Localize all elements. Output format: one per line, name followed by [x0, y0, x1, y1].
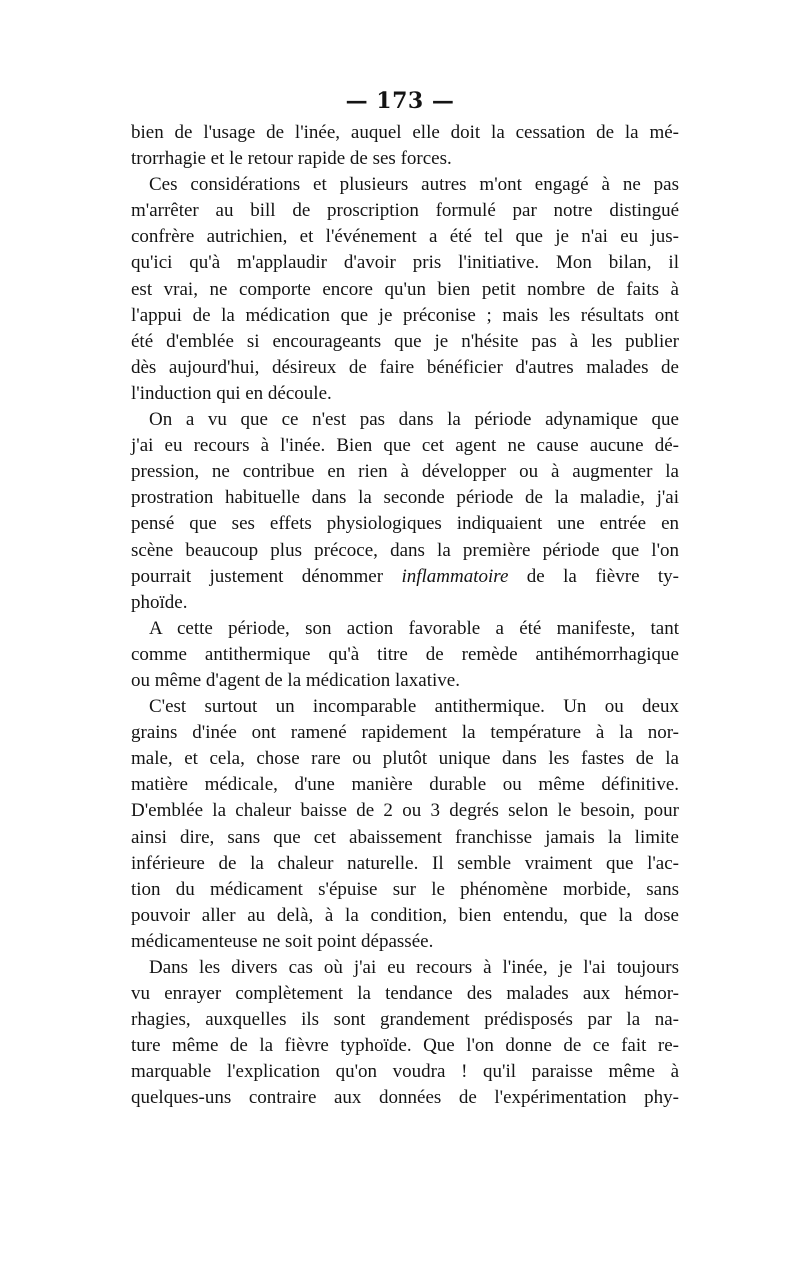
text-line: grains d'inée ont ramené rapidement la température à la nor-	[131, 722, 679, 744]
text-line: marquable l'explication qu'on voudra ! qu'il paraisse même à	[131, 1061, 679, 1083]
text-line: est vrai, ne comporte encore qu'un bien petit nombre de faits à	[131, 278, 679, 300]
text-line: ainsi dire, sans que cet abaissement franchisse jamais la limite	[131, 826, 679, 848]
text-line: m'arrêter au bill de proscription formulé par notre distingué	[131, 200, 679, 222]
text-line: été d'emblée si encourageants que je n'hésite pas à les publier	[131, 330, 679, 352]
text-line: prostration habituelle dans la seconde période de la maladie, j'ai	[131, 487, 679, 509]
italic-term: inflammatoire	[401, 565, 509, 587]
text-line: D'emblée la chaleur baisse de 2 ou 3 degrés selon le besoin, pour	[131, 800, 679, 822]
text-line: tion du médicament s'épuise sur le phénomène morbide, sans	[131, 878, 679, 900]
text-line	[131, 564, 679, 590]
text-line: confrère autrichien, et l'événement a été tel que je n'ai eu jus-	[131, 226, 679, 248]
text-line: C'est surtout un incomparable antithermique. Un ou deux	[149, 696, 679, 718]
text-line: Dans les divers cas où j'ai eu recours à l'inée, je l'ai toujours	[149, 957, 679, 978]
text-line: phoïde.	[131, 591, 188, 613]
text-line: A cette période, son action favorable a été manifeste, tant	[149, 617, 679, 639]
text-line: qu'ici qu'à m'applaudir d'avoir pris l'initiative. Mon bilan, il	[131, 252, 679, 274]
text-line: dès aujourd'hui, désireux de faire bénéficier d'autres malades de	[131, 356, 679, 378]
text-line: inférieure de la chaleur naturelle. Il semble vraiment que l'ac-	[131, 852, 679, 874]
text-line: male, et cela, chose rare ou plutôt unique dans les fastes de la	[131, 748, 679, 770]
body-text	[131, 120, 679, 1112]
text-line: pression, ne contribue en rien à développer ou à augmenter la	[131, 461, 679, 483]
text-line: trorrhagie et le retour rapide de ses forces.	[131, 148, 452, 170]
text-line: pensé que ses effets physiologiques indiquaient une entrée en	[131, 513, 679, 535]
text-line: pouvoir aller au delà, à la condition, bien entendu, que la dose	[131, 904, 679, 926]
text-line: ture même de la fièvre typhoïde. Que l'on donne de ce fait re-	[131, 1035, 679, 1057]
text-line: j'ai eu recours à l'inée. Bien que cet agent ne cause aucune dé-	[131, 435, 679, 457]
text-line: scène beaucoup plus précoce, dans la première période que l'on	[131, 539, 679, 561]
text-line: On a vu que ce n'est pas dans la période adynamique que	[149, 409, 679, 431]
text-segment: de la fièvre ty-	[508, 565, 679, 587]
text-line: bien de l'usage de l'inée, auquel elle doit la cessation de la mé-	[131, 122, 679, 143]
text-line: l'appui de la médication que je préconise ; mais les résultats ont	[131, 304, 679, 326]
page-number: — 173 —	[345, 88, 455, 114]
text-line: ou même d'agent de la médication laxative.	[131, 669, 460, 691]
text-line: médicamenteuse ne soit point dépassée.	[131, 930, 434, 952]
text-line: vu enrayer complètement la tendance des malades aux hémor-	[131, 983, 679, 1005]
text-segment: pourrait justement dénommer	[131, 565, 402, 587]
text-line: comme antithermique qu'à titre de remède antihémorrhagique	[131, 643, 679, 665]
text-line: matière médicale, d'une manière durable ou même définitive.	[131, 774, 679, 796]
text-line: l'induction qui en découle.	[131, 382, 332, 404]
text-line: rhagies, auxquelles ils sont grandement prédisposés par la na-	[131, 1009, 679, 1031]
text-line: quelques-uns contraire aux données de l'expérimentation phy-	[131, 1087, 679, 1109]
text-line: Ces considérations et plusieurs autres m'ont engagé à ne pas	[149, 174, 679, 196]
